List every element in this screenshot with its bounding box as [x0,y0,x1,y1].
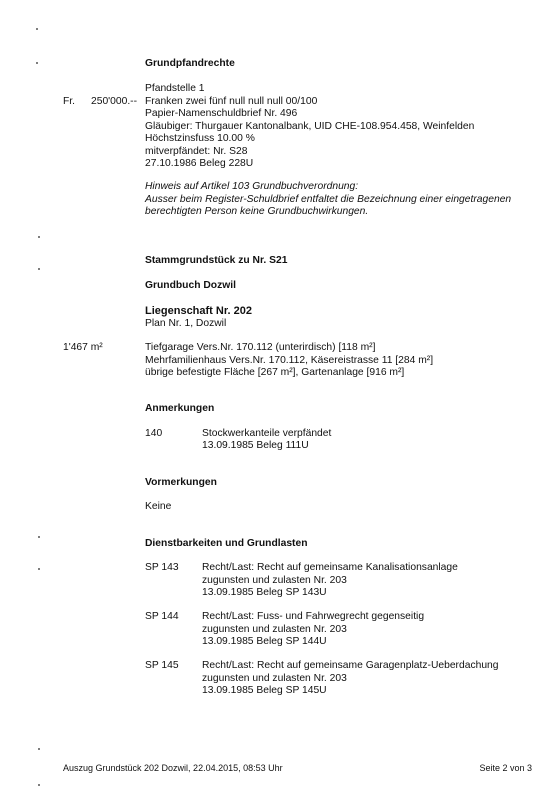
dienst-line: zugunsten und zulasten Nr. 203 [202,673,347,684]
scan-mark [36,28,38,30]
pfand-line: Höchstzinsfuss 10.00 % [145,133,255,144]
anmerkung-line: 13.09.1985 Beleg 111U [202,440,309,451]
scan-mark [38,568,40,570]
section-heading-dienstbarkeiten: Dienstbarkeiten und Grundlasten [145,538,308,549]
detail-line: Tiefgarage Vers.Nr. 170.112 (unterirdisch) [118 m²] [145,342,376,353]
section-heading-vormerkungen: Vormerkungen [145,477,217,488]
scan-mark [38,748,40,750]
pfand-line: mitverpfändet: Nr. S28 [145,146,248,157]
pfand-line: Papier-Namenschuldbrief Nr. 496 [145,108,298,119]
hint-line: Ausser beim Register-Schuldbrief entfaltet die Bezeichnung einer eingetragenen [145,194,512,205]
scan-mark [38,236,40,238]
dienst-line: 13.09.1985 Beleg SP 145U [202,685,327,696]
scan-mark [36,62,38,64]
liegenschaft-heading: Liegenschaft Nr. 202 [145,305,252,317]
dienst-code: SP 145 [145,660,179,671]
vormerkungen-value: Keine [145,501,172,512]
dienst-line: Recht/Last: Fuss- und Fahrwegrecht gegenseitig [202,611,425,622]
area-value: 1'467 m² [63,342,103,353]
dienst-line: 13.09.1985 Beleg SP 143U [202,587,327,598]
footer-extract-info: Auszug Grundstück 202 Dozwil, 22.04.2015, 08:53 Uhr [63,763,283,773]
scan-mark [38,784,40,786]
grundbuch-heading: Grundbuch Dozwil [145,280,236,291]
dienst-code: SP 144 [145,611,179,622]
scan-mark [38,536,40,538]
section-heading-anmerkungen: Anmerkungen [145,403,215,414]
dienst-line: Recht/Last: Recht auf gemeinsame Kanalisationsanlage [202,562,458,573]
dienst-line: zugunsten und zulasten Nr. 203 [202,575,347,586]
currency-label: Fr. [63,96,76,107]
scan-mark [38,268,40,270]
hint-line: berechtigten Person keine Grundbuchwirkungen. [145,206,369,217]
dienst-line: Recht/Last: Recht auf gemeinsame Garagenplatz-Ueberdachung [202,660,499,671]
hint-line: Hinweis auf Artikel 103 Grundbuchverordnung: [145,181,359,192]
dienst-line: zugunsten und zulasten Nr. 203 [202,624,347,635]
anmerkung-line: Stockwerkanteile verpfändet [202,428,332,439]
detail-line: übrige befestigte Fläche [267 m²], Gartenanlage [916 m²] [145,367,405,378]
dienst-line: 13.09.1985 Beleg SP 144U [202,636,327,647]
section-heading-stammgrundstueck: Stammgrundstück zu Nr. S21 [145,255,288,266]
pfand-line: 27.10.1986 Beleg 228U [145,158,254,169]
plan-line: Plan Nr. 1, Dozwil [145,318,227,329]
detail-line: Mehrfamilienhaus Vers.Nr. 170.112, Käsereistrasse 11 [284 m²] [145,355,434,366]
pfand-line: Franken zwei fünf null null null 00/100 [145,96,318,107]
amount-value: 250'000.-- [91,96,138,107]
section-heading-grundpfandrechte: Grundpfandrechte [145,58,235,69]
dienst-code: SP 143 [145,562,179,573]
anmerkung-code: 140 [145,428,163,439]
pfand-line: Gläubiger: Thurgauer Kantonalbank, UID CHE-108.954.458, Weinfelden [145,121,475,132]
footer-page-number: Seite 2 von 3 [479,763,532,773]
pfand-line: Pfandstelle 1 [145,83,205,94]
